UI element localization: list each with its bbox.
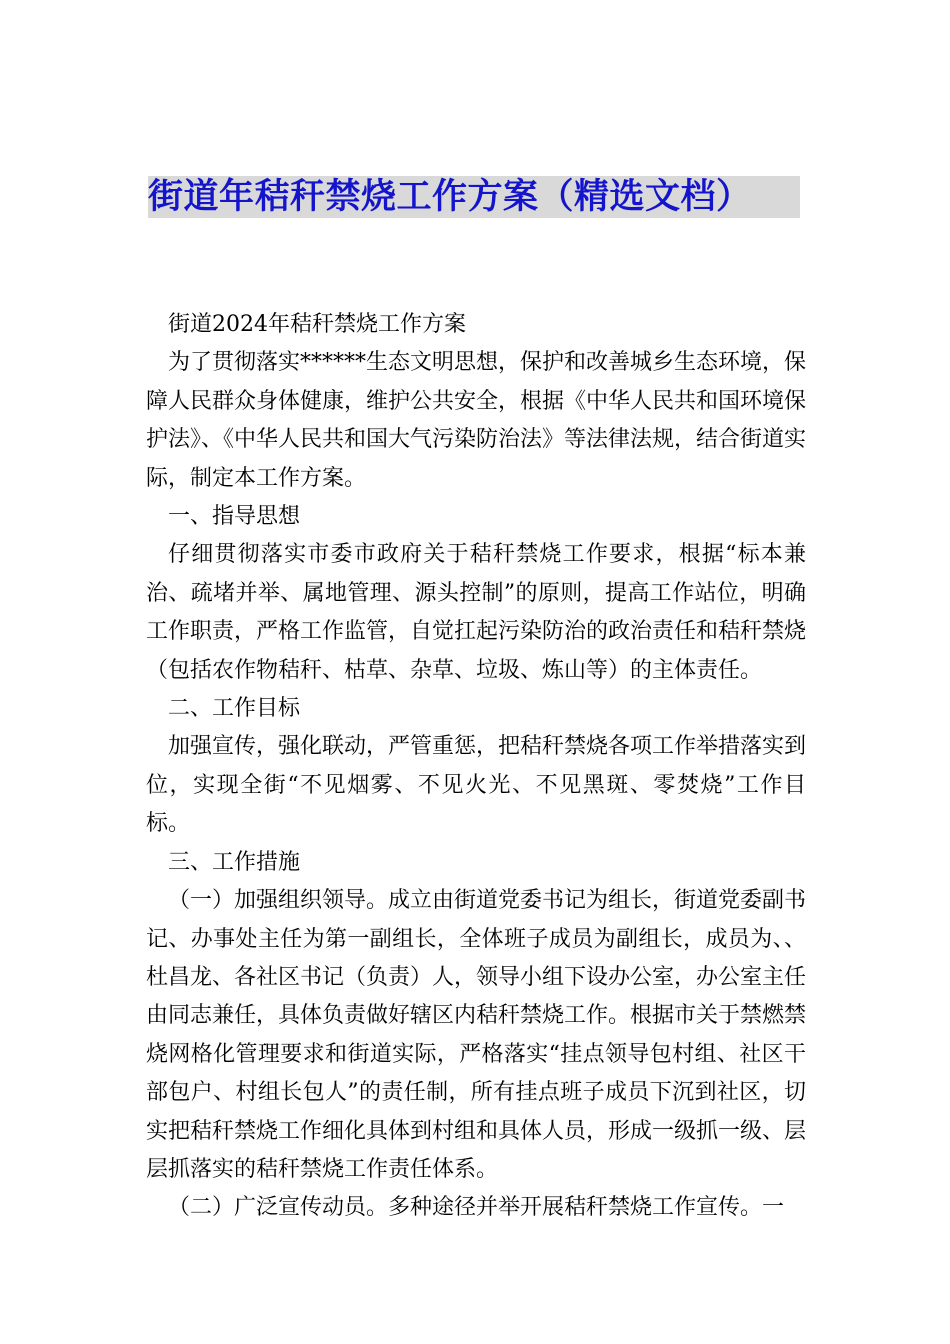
section-heading-work-measures: 三、工作措施 [168,849,301,875]
section-heading-work-goal: 二、工作目标 [168,696,301,722]
work-goal-paragraph: 加强宣传，强化联动，严管重惩，把秸秆禁烧各项工作举措落实到位，实现全街“不见烟雾、不见火光、不见黑斑、零焚烧”工作目标。 [146,734,807,837]
document-title: 街道年秸秆禁烧工作方案（精选文档） [148,176,800,218]
document-body [146,306,806,1228]
intro-paragraph: 为了贯彻落实******生态文明思想，保护和改善城乡生态环境，保障人民群众身体健康，维护公共安全，根据《中华人民共和国环境保护法》、《中华人民共和国大气污染防治法》等法律法规，结合街道实际，制定本工作方案。 [146,350,807,491]
subtitle-paragraph: 街道2024年秸秆禁烧工作方案 [168,312,466,337]
measure-two-paragraph: （二）广泛宣传动员。多种途径并举开展秸秆禁烧工作宣传。一 [168,1195,785,1221]
measure-one-paragraph: （一）加强组织领导。成立由街道党委书记为组长，街道党委副书记、办事处主任为第一副组长，全体班子成员为副组长，成员为、、杜昌龙、各社区书记（负责）人，领导小组下设办公室，办公室主任由同志兼任，具体负责做好辖区内秸秆禁烧工作。根据市关于禁燃禁烧网格化管理要求和街道实际，严格落实“挂点领导包村组、社区干部包户、村组长包人”的责任制，所有挂点班子成员下沉到社区，切实把秸秆禁烧工作细化具体到村组和具体人员，形成一级抓一级、层层抓落实的秸秆禁烧工作责任体系。 [146,888,807,1182]
section-heading-guiding-thought: 一、指导思想 [168,504,301,530]
guiding-thought-paragraph: 仔细贯彻落实市委市政府关于秸秆禁烧工作要求，根据“标本兼治、疏堵并举、属地管理、源头控制”的原则，提高工作站位，明确工作职责，严格工作监管，自觉扛起污染防治的政治责任和秸秆禁烧（包括农作物秸秆、枯草、杂草、垃圾、炼山等）的主体责任。 [146,542,807,683]
